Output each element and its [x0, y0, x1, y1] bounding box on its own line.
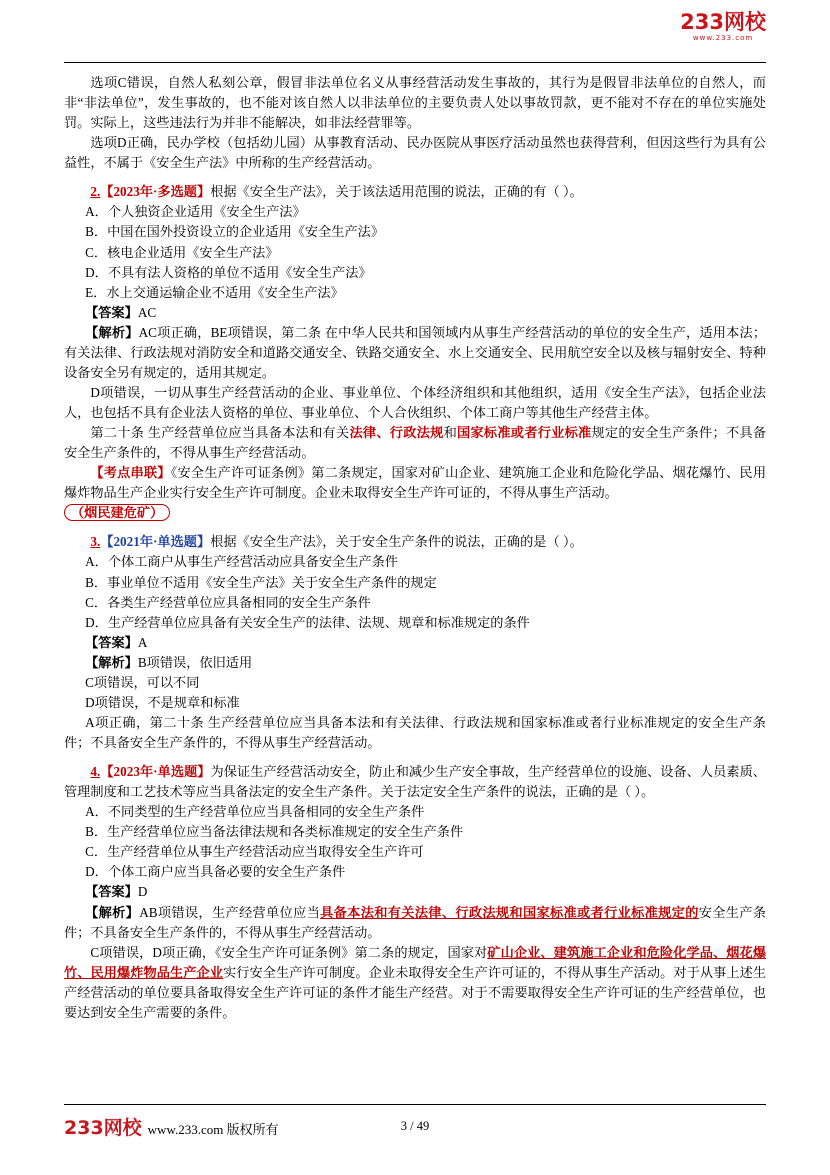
brand-logo-text: 233网校 [680, 10, 766, 34]
question-4-tag: 【2023年·单选题】 [100, 764, 211, 780]
question-4-stem-line [64, 762, 766, 802]
q4-a1-highlight: 具备本法和有关法律、行政法规和国家标准或者行业标准规定的 [320, 904, 699, 920]
footer-logo-text: 233网校 [64, 1116, 142, 1139]
question-2-option-b: B．中国在国外投资设立的企业适用《安全生产法》 [85, 224, 385, 240]
question-3-tag: 【2021年·单选题】 [100, 534, 211, 550]
q2-a3-post: 规定的安全生产条件；不具备安全生产条件的，不得从事生产经营活动。 [64, 425, 767, 461]
question-2-tag: 【2023年·多选题】 [100, 184, 211, 200]
question-block-3 [64, 532, 766, 753]
question-4-option-a: A．不同类型的生产经营单位应当具备相同的安全生产条件 [85, 804, 425, 820]
question-4-option-c: C．生产经营单位从事生产经营活动应当取得安全生产许可 [85, 844, 424, 860]
question-2-stem: 根据《安全生产法》，关于该法适用范围的说法，正确的有（ ）。 [210, 184, 583, 200]
q2-a3-highlight-2: 国家标准或者行业标准 [457, 425, 592, 441]
question-3-analysis-4: A项正确，第二十条 生产经营单位应当具备本法和有关法律、行政法规和国家标准或者行业标准规定的安全生产条件；不具备安全生产条件的，不得从事生产经营活动。 [64, 714, 766, 750]
question-2-analysis-2: D项错误，一切从事生产经营活动的企业、事业单位、个体经济组织和其他组织，适用《安全生产法》，包括企业法人，也包括不具有企业法人资格的单位、事业单位、个人合伙组织、个体工商户等其他生产经营主体。 [64, 384, 766, 420]
question-3-analysis-2: C项错误，可以不同 [85, 674, 200, 690]
footer-copyright: www.233.com 版权所有 [147, 1121, 279, 1137]
question-4-option-b: B．生产经营单位应当备法律法规和各类标准规定的安全生产条件 [85, 824, 464, 840]
kaodian-label: 【考点串联】 [90, 465, 171, 481]
question-3-number: 3. [90, 534, 101, 550]
question-3-option-b: B．事业单位不适用《安全生产法》关于安全生产条件的规定 [85, 574, 437, 590]
q4-a1-pre: AB项错误，生产经营单位应当 [139, 904, 321, 920]
question-3-analysis-3: D项错误，不是规章和标准 [85, 694, 240, 710]
paragraph-option-c: 选项C错误，自然人私刻公章，假冒非法单位名义从事经营活动发生事故的，其行为是假冒非法单位的自然人，而非“非法单位”，发生事故的，也不能对该自然人以非法单位的主要负责人处以事故罚款，更不能对不存在的单位实施处罚。实际上，这些违法行为并非不能解决，如非法经营罪等。 [64, 75, 766, 131]
question-block-4 [64, 762, 766, 1023]
question-2-kaodian-box-line [64, 503, 766, 523]
header-divider [64, 62, 766, 63]
question-4-answer-line [64, 882, 766, 902]
question-3-analysis-text-1: B项错误，依旧适用 [137, 654, 253, 670]
question-2-option-e: E．水上交通运输企业不适用《安全生产法》 [85, 284, 344, 300]
question-4-number: 4. [90, 764, 101, 780]
question-block-2 [64, 182, 766, 523]
question-2-option-d: D．不具有法人资格的单位不适用《安全生产法》 [85, 264, 372, 280]
q4-a2-post: 实行安全生产许可制度。企业未取得安全生产许可证的，不得从事生产活动。对于从事上述生产经营活动的单位要具备取得安全生产许可证的条件才能生产经营。对于不需要取得安全生产许可证的生产经营单位，也要达到安全生产需要的条件。 [64, 964, 767, 1020]
footer-brand [64, 1113, 279, 1140]
question-2-option-c: C．核电企业适用《安全生产法》 [85, 244, 279, 260]
question-2-analysis-text-1: AC项正确，BE项错误，第二条 在中华人民共和国领域内从事生产经营活动的单位的安全生产，适用本法；有关法律、行政法规对消防安全和道路交通安全、铁路交通安全、水上交通安全、民用航空安全以及核与辐射安全、特种设备安全另有规定的，适用其规定。 [64, 324, 767, 380]
question-2-answer-line [64, 303, 766, 323]
brand-logo [680, 12, 766, 42]
question-2-analysis-3 [64, 423, 766, 463]
question-3-option-d: D．生产经营单位应具备有关安全生产的法律、法规、规章和标准规定的条件 [85, 614, 530, 630]
question-3-analysis-1 [64, 653, 766, 673]
question-4-analysis-label: 【解析】 [85, 904, 140, 920]
kaodian-text: 《安全生产许可证条例》第二条规定，国家对矿山企业、建筑施工企业和危险化学品、烟花爆竹、民用爆炸物品生产企业实行安全生产许可制度。企业未取得安全生产许可证的，不得从事生产活动。 [64, 465, 767, 501]
question-4-analysis-2 [64, 943, 766, 1023]
question-2-analysis-1 [64, 323, 766, 383]
question-4-answer-label: 【答案】 [85, 884, 138, 900]
page-footer [64, 1104, 766, 1141]
q4-a2-pre: C项错误，D项正确，《安全生产许可证条例》第二条的规定，国家对 [90, 944, 488, 960]
question-2-number: 2. [90, 184, 101, 200]
question-3-option-a: A．个体工商户从事生产经营活动应具备安全生产条件 [85, 554, 398, 570]
footer-divider [64, 1104, 766, 1105]
question-2-analysis-label: 【解析】 [85, 324, 139, 340]
question-4-answer-value: D [137, 884, 148, 900]
question-4-stem: 为保证生产经营活动安全，防止和减少生产安全事故，生产经营单位的设施、设备、人员素质、管理制度和工艺技术等应当具备法定的安全生产条件。关于法定安全生产条件的说法，正确的是（ ）。 [64, 764, 766, 800]
question-3-stem: 根据《安全生产法》，关于安全生产条件的说法，正确的是（ ）。 [210, 534, 583, 550]
question-2-kaodian [64, 463, 766, 503]
q2-a3-mid: 和 [443, 425, 458, 441]
page-number: 3 / 49 [400, 1118, 430, 1133]
brand-logo-url: www.233.com [692, 34, 754, 42]
question-3-analysis-label: 【解析】 [85, 654, 138, 670]
kaodian-mnemonic-box: （烟民建危矿） [64, 504, 170, 521]
question-2-option-a: A．个人独资企业适用《安全生产法》 [85, 204, 306, 220]
question-4-analysis-1 [64, 903, 766, 943]
page-header [64, 0, 766, 62]
question-2-stem-line [64, 182, 766, 202]
question-2-answer-label: 【答案】 [85, 304, 138, 320]
question-3-answer-value: A [137, 634, 148, 650]
question-4-option-d: D．个体工商户应当具备必要的安全生产条件 [85, 864, 346, 880]
question-3-answer-label: 【答案】 [85, 634, 138, 650]
question-3-answer-line [64, 633, 766, 653]
q4-a2-highlight: 矿山企业、建筑施工企业和危险化学品、烟花爆竹、民用爆炸物品生产企业 [64, 944, 767, 980]
q2-a3-highlight-1: 法律、行政法规 [349, 425, 444, 441]
question-3-stem-line [64, 532, 766, 552]
question-3-option-c: C．各类生产经营单位应具备相同的安全生产条件 [85, 594, 371, 610]
paragraph-option-d: 选项D正确，民办学校（包括幼儿园）从事教育活动、民办医院从事医疗活动虽然也获得营利，但因这些行为具有公益性，不属于《安全生产法》中所称的生产经营活动。 [64, 135, 766, 171]
q2-a3-pre: 第二十条 生产经营单位应当具备本法和有关 [90, 425, 350, 441]
question-2-answer-value: AC [137, 304, 157, 320]
q4-a1-post: 安全生产条件；不具备安全生产条件的，不得从事生产经营活动。 [64, 904, 767, 940]
document-content [64, 73, 766, 1023]
